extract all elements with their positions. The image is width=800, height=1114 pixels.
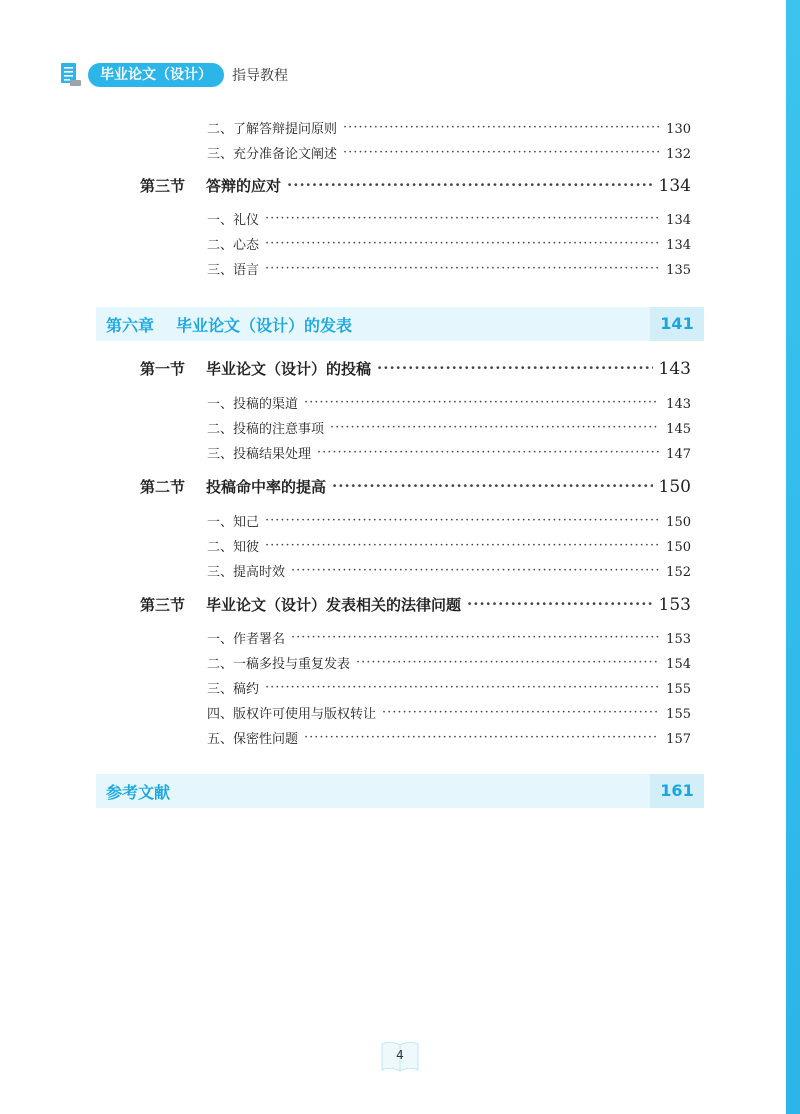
toc-item[interactable] bbox=[207, 393, 691, 413]
toc-item-label: 二、一稿多投与重复发表 bbox=[207, 657, 351, 672]
toc-item[interactable] bbox=[207, 653, 691, 673]
toc-item[interactable] bbox=[207, 728, 691, 748]
toc-item-label: 三、充分准备论文阐述 bbox=[207, 147, 338, 162]
toc-item-label: 一、作者署名 bbox=[207, 632, 286, 647]
book-subtitle: 指导教程 bbox=[232, 68, 288, 84]
section-title: 毕业论文（设计）的投稿 bbox=[206, 360, 372, 378]
toc-item-page: 153 bbox=[666, 632, 691, 647]
running-header bbox=[60, 60, 288, 90]
leader-dots bbox=[265, 211, 659, 224]
leader-dots bbox=[265, 261, 659, 274]
toc-item-page: 150 bbox=[666, 515, 691, 530]
toc-item-label: 三、提高时效 bbox=[207, 565, 286, 580]
chapter-page: 141 bbox=[650, 307, 704, 341]
toc-item[interactable] bbox=[207, 118, 691, 138]
section-number: 第三节 bbox=[140, 177, 186, 195]
section-number: 第一节 bbox=[140, 360, 186, 378]
leader-dots bbox=[265, 680, 659, 693]
toc-item-label: 二、投稿的注意事项 bbox=[207, 422, 325, 437]
toc-item-page: 150 bbox=[666, 540, 691, 555]
toc-item-page: 152 bbox=[666, 565, 691, 580]
chapter-title: 毕业论文（设计）的发表 bbox=[176, 315, 353, 335]
toc-item[interactable] bbox=[207, 703, 691, 723]
book-title-badge: 毕业论文（设计） bbox=[88, 63, 224, 87]
leader-dots bbox=[377, 359, 653, 374]
section-title: 投稿命中率的提高 bbox=[206, 478, 327, 496]
leader-dots bbox=[291, 630, 659, 643]
toc-item-page: 143 bbox=[666, 397, 691, 412]
leader-dots bbox=[291, 563, 659, 576]
toc-section[interactable] bbox=[140, 358, 691, 382]
toc-item-page: 145 bbox=[666, 422, 691, 437]
leader-dots bbox=[467, 595, 653, 610]
toc-item[interactable] bbox=[207, 443, 691, 463]
leader-dots bbox=[356, 655, 659, 668]
chapter-heading[interactable] bbox=[96, 307, 704, 341]
toc-item-label: 一、投稿的渠道 bbox=[207, 397, 299, 412]
section-page: 153 bbox=[658, 595, 691, 615]
leader-dots bbox=[265, 236, 659, 249]
references-heading[interactable] bbox=[96, 774, 704, 808]
toc-item-page: 135 bbox=[666, 263, 691, 278]
leader-dots bbox=[317, 445, 659, 458]
toc-item-page: 130 bbox=[666, 122, 691, 137]
toc-item-label: 五、保密性问题 bbox=[207, 732, 299, 747]
toc-item[interactable] bbox=[207, 678, 691, 698]
toc-item-label: 三、语言 bbox=[207, 263, 260, 278]
leader-dots bbox=[304, 730, 659, 743]
toc-item[interactable] bbox=[207, 234, 691, 254]
toc-item-page: 134 bbox=[666, 213, 691, 228]
toc-item-label: 一、知己 bbox=[207, 515, 260, 530]
leader-dots bbox=[382, 705, 659, 718]
toc-item[interactable] bbox=[207, 259, 691, 279]
toc-item-page: 155 bbox=[666, 682, 691, 697]
toc-item-label: 四、版权许可使用与版权转让 bbox=[207, 707, 377, 722]
toc-item[interactable] bbox=[207, 561, 691, 581]
toc-item-label: 一、礼仪 bbox=[207, 213, 260, 228]
toc-item-label: 三、投稿结果处理 bbox=[207, 447, 312, 462]
toc-section[interactable] bbox=[140, 175, 691, 199]
section-number: 第三节 bbox=[140, 596, 186, 614]
leader-dots bbox=[304, 395, 659, 408]
toc-item-page: 157 bbox=[666, 732, 691, 747]
toc-item-page: 155 bbox=[666, 707, 691, 722]
leader-dots bbox=[287, 176, 653, 191]
book-icon bbox=[60, 62, 82, 88]
toc-item-page: 154 bbox=[666, 657, 691, 672]
toc-item[interactable] bbox=[207, 418, 691, 438]
toc-item[interactable] bbox=[207, 536, 691, 556]
toc-item-page: 134 bbox=[666, 238, 691, 253]
toc-item-label: 二、了解答辩提问原则 bbox=[207, 122, 338, 137]
toc-item-label: 二、心态 bbox=[207, 238, 260, 253]
toc-section[interactable] bbox=[140, 476, 691, 500]
leader-dots bbox=[332, 477, 653, 492]
page-number: 4 bbox=[396, 1048, 404, 1062]
leader-dots bbox=[265, 538, 659, 551]
toc-item[interactable] bbox=[207, 143, 691, 163]
references-page: 161 bbox=[650, 774, 704, 808]
section-page: 150 bbox=[658, 477, 691, 497]
chapter-number: 第六章 bbox=[106, 315, 155, 335]
toc-item-page: 147 bbox=[666, 447, 691, 462]
references-title: 参考文献 bbox=[106, 782, 171, 802]
toc-item[interactable] bbox=[207, 209, 691, 229]
toc-section[interactable] bbox=[140, 594, 691, 618]
section-title: 毕业论文（设计）发表相关的法律问题 bbox=[206, 596, 462, 614]
page-number-badge bbox=[378, 1040, 422, 1076]
leader-dots bbox=[265, 513, 659, 526]
toc-item-page: 132 bbox=[666, 147, 691, 162]
section-page: 143 bbox=[658, 359, 691, 379]
toc-item[interactable] bbox=[207, 628, 691, 648]
toc-item[interactable] bbox=[207, 511, 691, 531]
section-page: 134 bbox=[658, 176, 691, 196]
leader-dots bbox=[343, 120, 659, 133]
section-title: 答辩的应对 bbox=[206, 177, 282, 195]
toc-item-label: 二、知彼 bbox=[207, 540, 260, 555]
leader-dots bbox=[343, 145, 659, 158]
section-number: 第二节 bbox=[140, 478, 186, 496]
side-color-strip bbox=[786, 0, 800, 1114]
toc-item-label: 三、稿约 bbox=[207, 682, 260, 697]
leader-dots bbox=[330, 420, 659, 433]
chapter-label bbox=[96, 313, 650, 336]
